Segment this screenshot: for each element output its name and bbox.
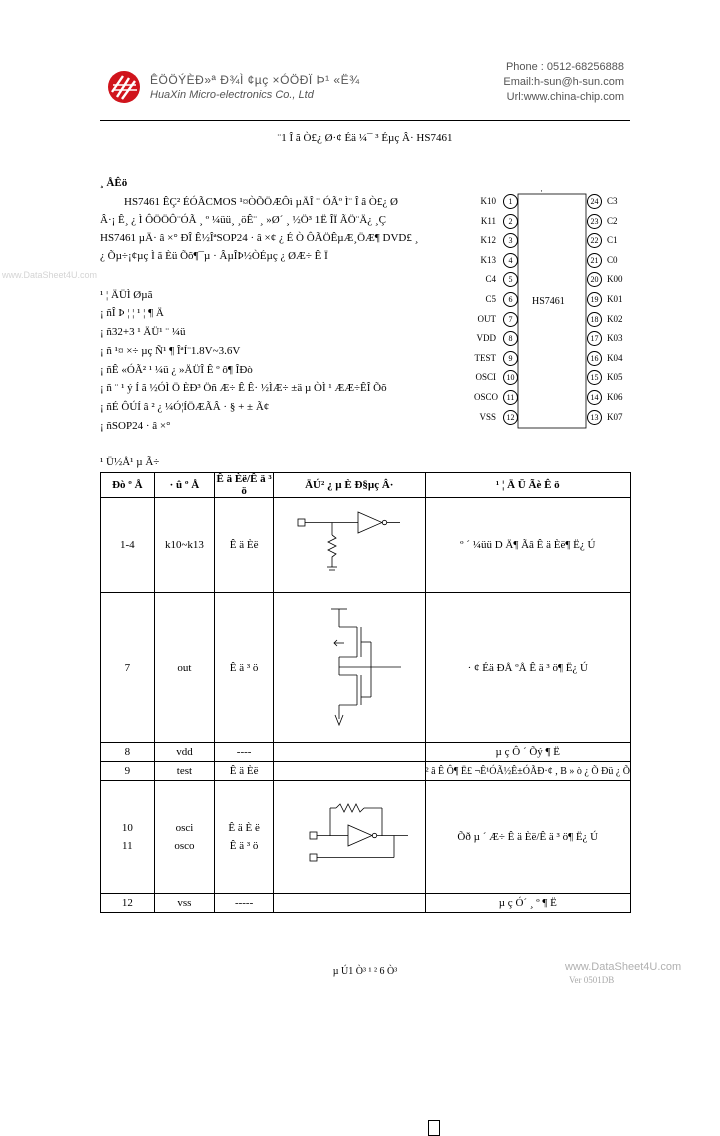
table-row (101, 498, 631, 593)
version-text: Ver 0501DB (569, 975, 615, 985)
chip-right-pin-number: 24 (587, 194, 602, 209)
chip-right-pin-number: 13 (587, 410, 602, 425)
overview-line: HS7461 µÄ· â ×° ÐÎ Ê½ÎªSOP24 · â ×¢ ¿ É Ò ÔÃÖÊµÆ¸ÖÆ¶ DVD£ ¸ (100, 232, 419, 244)
feature-item: ¡ ñ32+3 ¹ ÄÜ¹ ¨ ¼ü (100, 326, 186, 338)
header-symbol: · û º Å (154, 473, 215, 498)
pin-number-osco: 11 (122, 840, 133, 852)
chip-right-pin-label: K01 (607, 294, 623, 304)
table-row (101, 762, 631, 781)
pin-io-osci: Ê ä È ë (228, 822, 260, 834)
phone-text: Phone : 0512-68256888 (505, 61, 624, 73)
pin-symbol-osco: osco (174, 840, 195, 852)
chip-right-pin-label: K07 (607, 411, 623, 422)
pin-number-osci: 10 (121, 822, 133, 834)
company-name-en: HuaXin Micro-electronics Co., Ltd (150, 89, 314, 101)
email-text: Email:h-sun@h-sun.com (503, 76, 624, 88)
chip-right-pin-label: K03 (607, 333, 623, 344)
pin-function: Õð µ ´ Æ÷ Ê ä Èë/Ê ä ³ ö¶ Ë¿ Ú (425, 781, 630, 894)
pin-function: · ¢ Éä ÐÅ ºÅ Ê ä ³ ö¶ Ë¿ Ú (425, 593, 630, 743)
chip-left-pin-number: 11 (503, 390, 518, 405)
input-pulldown-circuit (294, 509, 404, 579)
pin-io-osco: Ê ä ³ ö (229, 840, 259, 852)
chip-right-pin-label: C1 (607, 235, 618, 246)
pin-io: Ê ä ³ ö (215, 593, 274, 743)
chip-left-pin-label: OSCO (474, 392, 499, 402)
company-logo (107, 70, 141, 104)
header-divider (100, 120, 630, 121)
chip-right-pin-label: K06 (607, 392, 623, 402)
watermark-bottom: www.DataSheet4U.com (565, 961, 682, 973)
chip-left-pin-label: VSS (479, 411, 496, 422)
pin-number (101, 781, 155, 894)
feature-item: ¡ ñÊ «ÓÃ² ¹ ¼ü ¿ »ÄÜÎ Ê º ô¶ ÎÐò (100, 364, 253, 376)
page-footer: µ Ú1 Ò³ ¹ ² 6 Ò³ (332, 966, 398, 977)
pin-io: ----- (215, 894, 274, 913)
chip-right-pin-number: 18 (587, 312, 602, 327)
chip-left-pin-label: C4 (485, 274, 496, 285)
feature-item: ¡ ñÎ Þ ¦ ¦ ¹ ¦ ¶ Ä (100, 307, 164, 319)
chip-right-pin-number: 21 (587, 253, 602, 268)
chip-right-pin-number: 19 (587, 292, 602, 307)
chip-left-pin-label: K13 (480, 254, 496, 265)
feature-item: ¡ ñ ¹¤ ×÷ µç Ñ¹ ¶ ÎªÍ¨1.8V~3.6V (100, 345, 241, 357)
pin-function: ² â Ê Ô¶ Ë£ ¬Ê¹ÓÃ½Ê±ÓÃÐ·¢ , B » ò ¿ Õ Ðü ¿ Õ (425, 762, 630, 781)
overview-line: HS7461 ÊÇ² ÉÓÃCMOS ¹¤ÒÕÖÆÔì µÄÎ ¨ ÓÃº Ì¨ Î â Ò£¿ Ø (124, 196, 398, 208)
output-cmos-circuit (289, 601, 409, 731)
chip-left-pin-number: 6 (503, 292, 518, 307)
chip-name: HS7461 (532, 296, 565, 307)
chip-right-pin-label: K02 (607, 313, 623, 324)
pin-number: 8 (101, 743, 155, 762)
document-title: ¨1 Î ã Ò£¿ Ø·¢ Éä ¼¯ ³ Éµç Â· HS7461 (277, 132, 453, 144)
chip-left-pin-number: 12 (503, 410, 518, 425)
pin-io: Ê ä Èë (215, 762, 274, 781)
section-overview-heading: ¸ ÅÊö (100, 177, 128, 189)
pin-function: º ´ ¼üü D Ä¶ Ãâ Ê ä Èë¶ Ë¿ Ú (425, 498, 630, 593)
pin-io (215, 781, 274, 894)
pin-symbol-osci: osci (175, 822, 194, 834)
pin-description-table (100, 472, 631, 913)
table-row (101, 593, 631, 743)
chip-left-pin-label: C5 (485, 294, 496, 304)
equivalent-circuit (274, 593, 426, 743)
chip-right-pin-number: 15 (587, 370, 602, 385)
chip-right-pin-label: K05 (607, 372, 623, 383)
chip-left-pin-number: 2 (503, 214, 518, 229)
chip-left-pin-label: VDD (476, 333, 496, 344)
url-text: Url:www.china-chip.com (506, 91, 624, 103)
overview-line: ¿ Õµ÷¡¢µç Ì ã Èü Õõ¶¯µ · ÂµÎÞ½ÒÉµç ¿ ØÆ÷ Ê Ï (100, 250, 328, 262)
chip-left-pin-label: K10 (480, 196, 496, 206)
chip-notch: · (540, 186, 543, 196)
overview-line: Â·¡ Ê¸ ¿ Ì ÔÖÖÔ¨ÓÃ ¸ º ¼üü¸ ¸öÊ¨ ¸ »Ø´ ¸ ½Ö³ 1Ë ÎÏ ÃÖ¨Ä¿ ¸Ç (100, 214, 386, 226)
pin-symbol: vss (154, 894, 215, 913)
pin-function: µ ç Ô ´ Õý ¶ Ë (425, 743, 630, 762)
chip-right-pin-label: C3 (607, 196, 618, 206)
chip-left-pin-number: 3 (503, 233, 518, 248)
feature-item: ¡ ñÉ ÔÚÍ â ² ¿ ¼Ó¦ÍÖÆÃÂ · § + ± Ã¢ (100, 401, 270, 413)
chip-left-pin-number: 4 (503, 253, 518, 268)
chip-right-pin-label: C0 (607, 254, 618, 265)
chip-left-pin-label: K11 (480, 215, 496, 226)
pin-io: ---- (215, 743, 274, 762)
oscillator-circuit (284, 796, 414, 876)
feature-item: ¡ ñ ¨ ¹ ý Í ã ½ÓÌ Ö ÈÐ³ Öñ Æ÷ Ê Ê· ½ÌÆ÷ ±ä µ ÒÌ ¹ ÆÆ÷ÊÎ Õõ (100, 382, 387, 394)
pin-io: Ê ä Èë (215, 498, 274, 593)
header-equivalent-circuit: ÄÚ² ¿ µ È Ð§µç Â· (274, 473, 426, 498)
equivalent-circuit (274, 894, 426, 913)
chip-right-pin-number: 22 (587, 233, 602, 248)
chip-right-pin-label: K04 (607, 352, 623, 363)
company-name-cn: ÊÖÖÝÈÐ»ª Ð¾Ì ¢µç ×ÓÖÐÏ Þ¹ «Ë¾ (150, 73, 360, 87)
pin-symbol: test (154, 762, 215, 781)
pin-number: 9 (101, 762, 155, 781)
chip-pinout-diagram (470, 186, 630, 434)
chip-right-pin-number: 20 (587, 272, 602, 287)
chip-left-pin-number: 8 (503, 331, 518, 346)
pin-symbol: vdd (154, 743, 215, 762)
chip-left-pin-label: OUT (477, 313, 496, 324)
chip-left-pin-label: OSCI (475, 372, 496, 383)
pin-number: 12 (101, 894, 155, 913)
chip-right-pin-label: K00 (607, 274, 623, 285)
header-io: Ê ä Èë/Ê ä ³ ö (216, 473, 272, 497)
table-header-row (101, 473, 631, 498)
equivalent-circuit (274, 498, 426, 593)
chip-right-pin-number: 14 (587, 390, 602, 405)
table-row (101, 781, 631, 894)
chip-left-pin-label: K12 (480, 235, 496, 246)
chip-left-pin-number: 10 (503, 370, 518, 385)
pin-symbol: k10~k13 (154, 498, 215, 593)
output-pad (428, 1120, 440, 1136)
equivalent-circuit (274, 762, 426, 781)
chip-left-pin-number: 1 (503, 194, 518, 209)
pin-number: 7 (101, 593, 155, 743)
chip-left-pin-number: 5 (503, 272, 518, 287)
feature-item: ¡ ñSOP24 · â ×° (100, 420, 171, 432)
watermark-left: www.DataSheet4U.com (2, 270, 98, 280)
chip-left-pin-number: 7 (503, 312, 518, 327)
chip-left-pin-label: TEST (474, 352, 496, 363)
header-pin-number: Ðò º Å (101, 473, 155, 498)
pin-function: µ ç Ó´ ¸ º ¶ Ë (425, 894, 630, 913)
equivalent-circuit (274, 743, 426, 762)
equivalent-circuit (274, 781, 426, 894)
chip-left-pin-number: 9 (503, 351, 518, 366)
chip-right-pin-number: 16 (587, 351, 602, 366)
header-function: ¹ ¦ Ä Ü Ãè Ê ö (425, 473, 630, 498)
section-features-heading: ¹ ¦ ÄÜÌ Øµã (100, 289, 153, 301)
pin-symbol (154, 781, 215, 894)
pin-table-caption: ¹ Ü½Å¹ µ Ã÷ (100, 456, 160, 468)
table-row (101, 743, 631, 762)
chip-right-pin-number: 23 (587, 214, 602, 229)
chip-right-pin-label: C2 (607, 215, 618, 226)
chip-right-pin-number: 17 (587, 331, 602, 346)
pin-symbol: out (154, 593, 215, 743)
table-row (101, 894, 631, 913)
pin-number: 1-4 (101, 498, 155, 593)
